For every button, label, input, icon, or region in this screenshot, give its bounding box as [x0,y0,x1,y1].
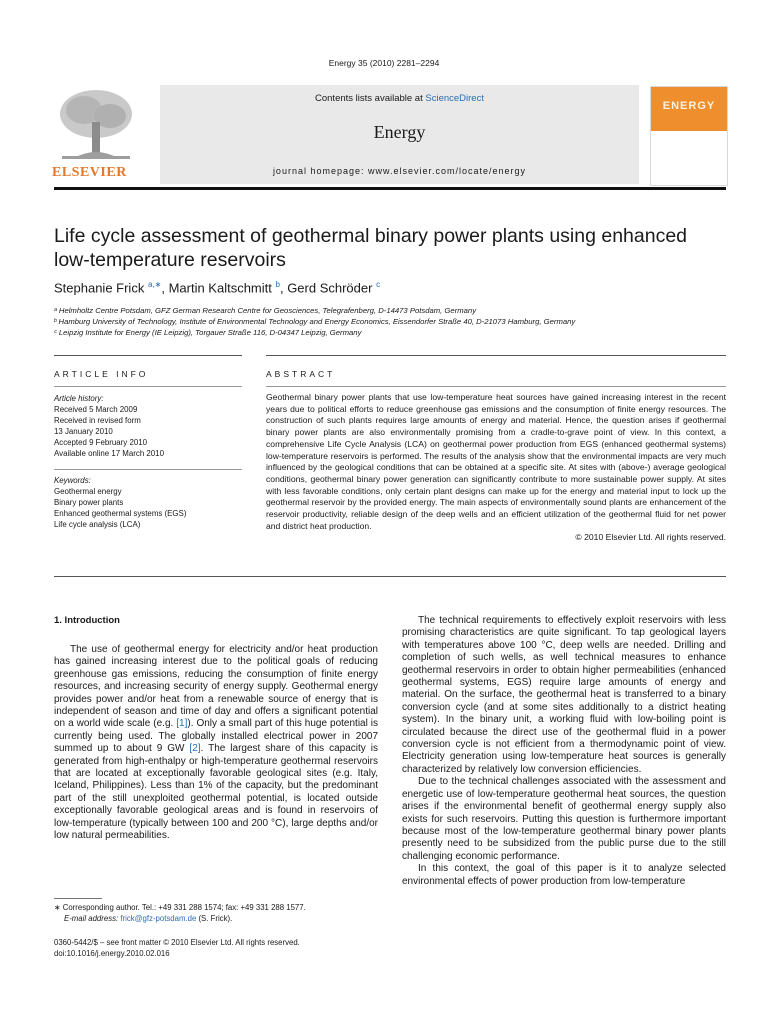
footnote [54,902,394,924]
divider [54,576,726,577]
history-label: Article history: [54,394,104,403]
abstract [266,392,726,544]
journal-homepage[interactable]: journal homepage: www.elsevier.com/locate/energy [272,166,527,176]
paragraph-text: . The largest share of this capacity is generated from high-enthalpy or high-temperature geothermal reservoirs that are located at exceptionally favorable geological sites (e.g. Italy, Iceland, Philippines). Less than 1% of the capacity, but the predominant part of the still unexploited geothermal potential, is located outside exceptionally favorable geological areas and is found in reservoirs of low-temperature (typically between 100 and 200 °C), large depths and/or low natural permeabilities. [54,743,378,842]
author-name: Gerd Schröder [287,280,373,296]
body-paragraph: The technical requirements to effectively exploit reservoirs with less promising characteristics are quite significant. To tap geological layers with temperatures above 100 °C, deep wells are needed. Drilling and completion of such wells, as well technical measures to enhance geothermal reservoirs in order to obtain higher permeabilities (enhanced geothermal systems, EGS) require large amounts of energy and material. On the surface, the geothermal heat is transferred to a binary conversion cycle (and at some sites additionally to a district heating system). In the binary unit, a working fluid with low-boiling point is circulated because the direct use of the geothermal fluid in a power conversion cycle is not efficient from a thermodynamic point of view. Electricity generation using low-temperature heat sources is generally characterized by relatively low conversion efficiencies. [402,615,726,775]
header-rule [54,187,726,190]
abstract-copyright: © 2010 Elsevier Ltd. All rights reserved. [575,532,726,543]
issn-line: 0360-5442/$ – see front matter © 2010 Elsevier Ltd. All rights reserved. [54,938,300,947]
doi-line[interactable]: doi:10.1016/j.energy.2010.02.016 [54,949,170,958]
keywords-label: Keywords: [54,476,91,485]
section-heading: 1. Introduction [54,615,120,626]
divider [266,355,726,356]
author-affiliation-marker[interactable]: b [275,280,280,289]
divider [54,386,242,387]
email-suffix: (S. Frick). [196,914,233,923]
tree-icon [54,86,136,164]
corresponding-author: ∗ Corresponding author. Tel.: +49 331 288 1574; fax: +49 331 288 1577. [54,903,306,912]
divider [54,355,242,356]
keywords [54,475,242,530]
email-line [54,913,394,924]
publication-info [54,937,454,959]
footnote-rule [54,898,102,899]
author-affiliation-marker[interactable]: a,∗ [147,280,162,289]
affiliations [54,305,724,338]
contents-line [160,93,639,104]
affiliation: ᶜ Leipzig Institute for Energy (IE Leipzig), Torgauer Straße 116, D-04347 Leipzig, Germany [54,328,362,337]
paragraph-text: The use of geothermal energy for electricity and/or heat production has gained increasing interest due to the political goals of reducing greenhouse gas emissions, reducing the consumption of finite energy resources, and increasing security of energy supply. Geothermal energy provides power and/or heat from a renewable source of energy that is independent of season and time of day and offers a significant potential on a world wide scale (e.g. [54,644,378,730]
author-name: Martin Kaltschmitt [168,280,272,296]
history-entry: Available online 17 March 2010 [54,449,164,458]
intro-right-column [402,615,726,888]
paragraph-text: ). Only a small part of this huge potential is currently being used. The globally installed electrical power in 2007 summed up to about 9 GW [54,718,379,755]
author-affiliation-marker[interactable]: c [376,280,381,289]
keyword: Life cycle analysis (LCA) [54,520,141,529]
abstract-text: Geothermal binary power plants that use low-temperature heat sources have gained increasing interest in the recent years due to political efforts to reduce greenhouse gas emissions and the consumption of finite energy resources. The construction of such plants requires large amounts of energy and material. Hence, the question arises if geothermal binary power plants are also environmentally promising from a cradle-to-grave point of view. In this context, a comprehensive Life Cycle Analysis (LCA) on geothermal power production from EGS (enhanced geothermal systems) low-temperature reservoirs is performed. The results of the analysis show that the environmental impacts are very much influenced by the geological conditions that can be obtained at a specific site. At sites with (above-) average geological conditions, geothermal binary power generation can significantly contribute to more sustainable power supply. At sites with less favorable conditions, only certain plant designs can make up for the energy and material input to lock up the geothermal reservoir by the provided energy. The main aspects of environmentally sound plants are enhancement of the reservoir productivity, reliable design of the deep wells and an efficient utilization of the geothermal fluid for net power and district heat production. [266,392,726,531]
body-paragraph: In this context, the goal of this paper is it to analyze selected environmental effects of power production from low-temperature [402,863,726,887]
body-paragraph [54,644,378,843]
author-list: Stephanie Frick $^{a,∗}$, Martin Kaltschmitt $^b$, Gerd Schröder $^c$ [54,280,381,296]
keyword: Binary power plants [54,498,124,507]
history-entry: 13 January 2010 [54,427,113,436]
affiliation: ᵇ Hamburg University of Technology, Institute of Environmental Technology and Energy Economics, Eissendorfer Straße 40, D-21073 Hamburg, Germany [54,317,576,326]
email-link[interactable]: frick@gfz-potsdam.de [120,914,197,923]
history-entry: Received in revised form [54,416,141,425]
cover-title: ENERGY [662,100,716,112]
affiliation: ᵃ Helmholtz Centre Potsdam, GFZ German Research Centre for Geosciences, Telegrafenberg, D-14473 Potsdam, Germany [54,306,477,315]
contents-prefix: Contents lists available at [315,93,426,104]
body-paragraph: Due to the technical challenges associated with the assessment and energetic use of low-temperature geothermal heat sources, the question arises if the environmental benefit of geothermal energy supply also exists for such reservoirs. Putting this question is furthermore important because most of the low-temperature geothermal binary power plants presently need to be subsidized from the public purse due to the still challenging economic performance. [402,776,726,862]
article-history [54,393,242,459]
sciencedirect-link[interactable]: ScienceDirect [425,93,484,104]
author-name: Stephanie Frick [54,280,145,296]
journal-citation: Energy 35 (2010) 2281–2294 [328,58,440,68]
citation-link[interactable]: [1] [176,718,188,730]
keyword: Geothermal energy [54,487,122,496]
history-entry: Accepted 9 February 2010 [54,438,147,447]
abstract-heading: ABSTRACT [266,369,336,379]
email-label: E-mail address: [64,914,119,923]
divider [266,386,726,387]
history-entry: Received 5 March 2009 [54,405,138,414]
intro-left-column [54,644,378,843]
journal-name: Energy [373,122,426,142]
elsevier-wordmark: ELSEVIER [52,165,127,180]
journal-cover-thumbnail [650,86,728,186]
divider [54,469,242,470]
keyword: Enhanced geothermal systems (EGS) [54,509,187,518]
citation-link[interactable]: [2] [189,743,201,755]
article-title: Life cycle assessment of geothermal binary power plants using enhanced low-temperature reservoirs [54,225,688,271]
article-info-heading: ARTICLE INFO [54,369,149,379]
